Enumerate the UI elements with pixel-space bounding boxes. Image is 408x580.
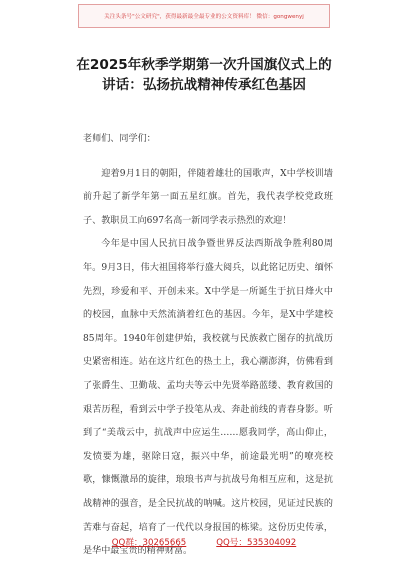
document-body: [83, 128, 333, 564]
title-line-2: 讲话：弘扬抗战精神传承红色基因: [102, 77, 306, 93]
document-title: [40, 55, 368, 95]
salutation: 老师们、同学们：: [83, 134, 156, 144]
promo-banner: [78, 4, 330, 28]
promo-banner-text: 关注头条号"公文研究"，获得最新最全最专业的公文资料库！ 微信：gongwenyj: [104, 14, 304, 20]
qq-number-link[interactable]: QQ号：535304092: [216, 538, 297, 548]
paragraph-2: 今年是中国人民抗日战争暨世界反法西斯战争胜利80周年。9月3日，伟大祖国将举行盛大阅兵，以此铭记历史、缅怀先烈，珍爱和平、开创未来。X中学是一所诞生于抗日烽火中的校园，血脉中天然流淌着红色的基因。今年，是X中学建校85周年。1940年创建伊始，我校就与民族救亡图存的抗战历史紧密相连。站在这片红色的热土上，我心潮澎湃，仿佛看到了张爵生、卫勤哉、孟均夫等云中先贤举路蓝缕、教育救国的艰苦历程，看到云中学子投笔从戎、奔赴前线的青春身影。听到了“美哉云中，抗战声中应运生……愿我同学，高山仰止，发愤要为雄，驱除日寇，振兴中华，前途最光明”的嘹亮校歌，慷慨激昂的旋律，琅琅书声与抗战号角相互应和，这是抗战精神的强音，是全民抗战的呐喊。这片校园，见证过民族的苦难与奋起，培育了一代代以身报国的栋梁。这份历史传承，是华中最宝贵的精神财富。: [83, 239, 333, 557]
qq-group-link[interactable]: QQ群：30265665: [111, 538, 187, 548]
paragraph-1: 迎着9月1日的朝阳，伴随着雄壮的国歌声，X中学校训墙前升起了新学年第一面五星红旗。首先，我代表学校党政班子、教职员工向697名高一新同学表示热烈的欢迎！: [83, 168, 333, 226]
footer-contact: [0, 536, 408, 548]
title-line-1: 在2025年秋季学期第一次升国旗仪式上的: [76, 57, 332, 73]
